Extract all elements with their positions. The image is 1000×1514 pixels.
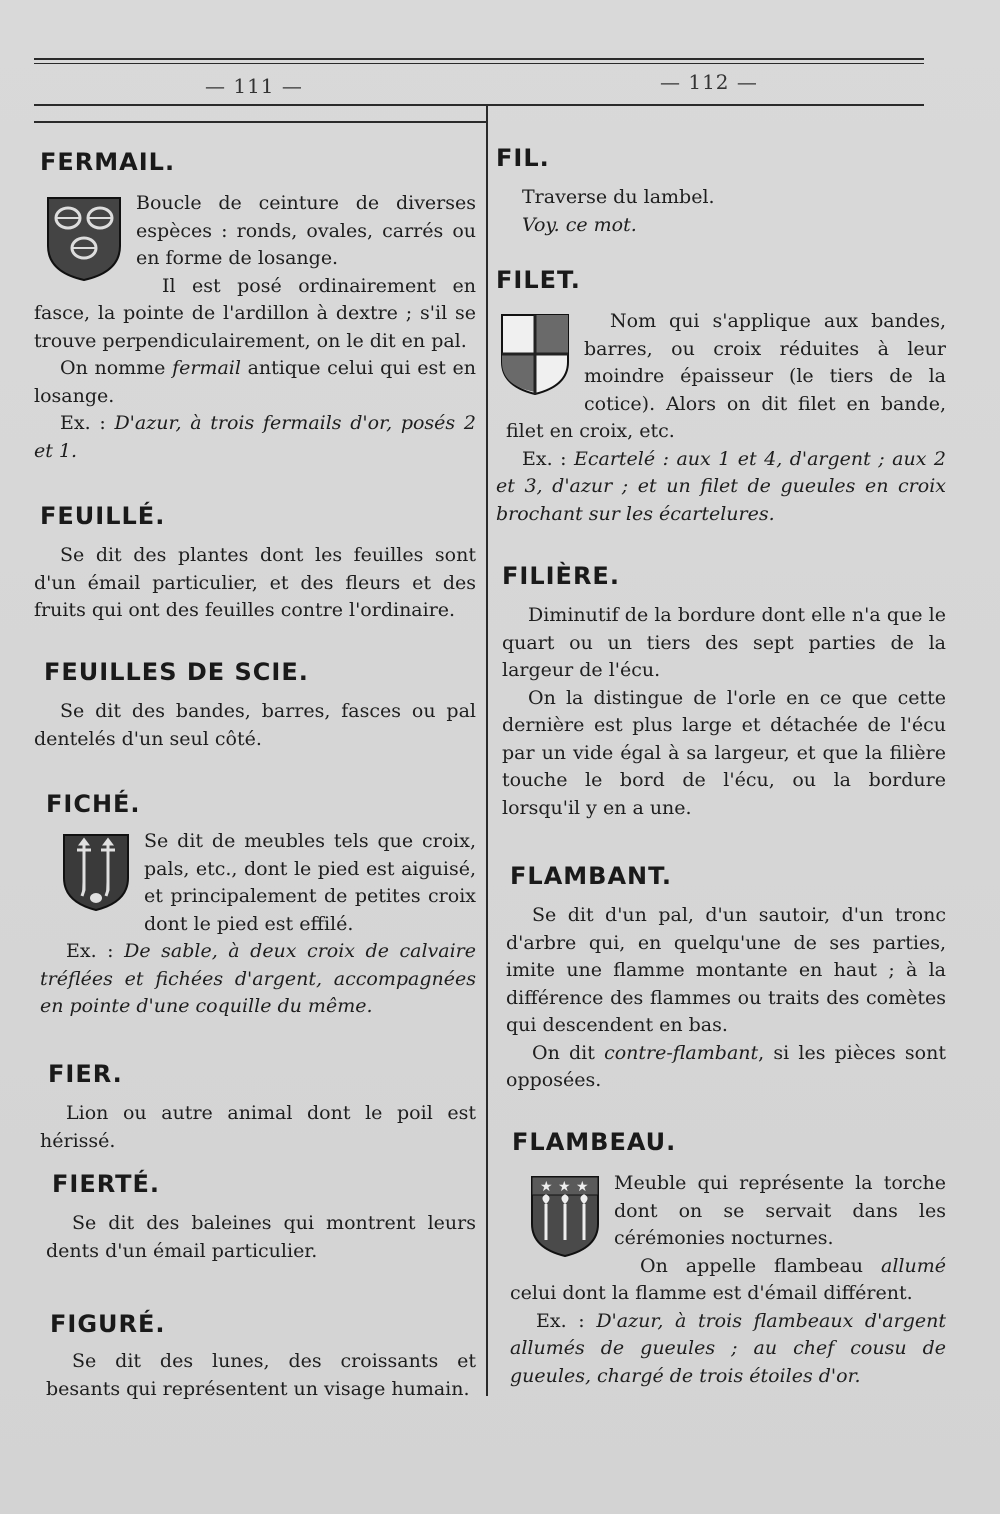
entry-title: FIERTÉ. [52, 1170, 161, 1198]
page-number-left: — 111 — [205, 74, 303, 98]
entry-fermail [34, 148, 476, 465]
svg-text:★: ★ [540, 1179, 553, 1195]
entry-text: Nom qui s'applique aux bandes, barres, ou croix réduites à leur moindre épaisseur (le tiers de la cotice). Alors on dit filet en bande, filet en croix, etc. [506, 310, 946, 442]
entry-figure [34, 1310, 476, 1403]
entry-title: FLAMBANT. [510, 862, 672, 890]
shield-quartered-cross-icon [500, 312, 570, 396]
svg-text:★: ★ [576, 1179, 589, 1195]
entry-text: Se dit des bandes, barres, fasces ou pal dentelés d'un seul côté. [34, 700, 476, 750]
entry-fil [496, 144, 946, 239]
entry-title: FLAMBEAU. [512, 1128, 677, 1156]
column-divider [486, 106, 488, 1396]
entry-title: FICHÉ. [46, 790, 141, 818]
shield-three-fermails-icon [46, 194, 122, 282]
entry-title: FIER. [48, 1060, 123, 1088]
entry-text: On la distingue de l'orle en ce que cette dernière est plus large et détachée de l'écu par un vide égal à sa largeur, et que la filière touche le bord de l'écu, ou la bordure lorsqu'il y en a une. [502, 686, 946, 819]
entry-text: Boucle de ceinture de diverses espèces : ronds, ovales, carrés ou en forme de losange. [136, 192, 476, 269]
entry-feuilles-de-scie [34, 658, 476, 753]
entry-filiere [496, 562, 946, 822]
entry-text: Se dit des plantes dont les feuilles sont d'un émail particulier, et des fleurs et des fruits qui ont des feuilles contre l'ordinaire. [34, 544, 476, 621]
entry-text: Diminutif de la bordure dont elle n'a que le quart ou un tiers des sept parties de la largeur de l'écu. [502, 604, 946, 681]
entry-title: FILIÈRE. [502, 562, 620, 590]
entry-text: Lion ou autre animal dont le poil est hérissé. [40, 1102, 476, 1152]
entry-text: Se dit des baleines qui montrent leurs dents d'un émail particulier. [46, 1212, 476, 1262]
shield-two-crosses-icon [62, 832, 130, 912]
entry-text: Il est posé ordinairement en fasce, la pointe de l'ardillon à dextre ; s'il se trouve perpendiculairement, on le dit en pal. [34, 274, 476, 352]
entry-text: Se dit d'un pal, d'un sautoir, d'un tronc d'arbre qui, en quelqu'une de ses parties, imite une flamme montante en haut ; à la différence des flammes ou traits des comètes qui descendent en bas. [506, 904, 946, 1036]
top-rule-thin [34, 63, 924, 64]
entry-example: Ex. : D'azur, à trois flambeaux d'argent allumés de gueules ; au chef cousu de gueules, chargé de trois étoiles d'or. [510, 1309, 946, 1387]
entry-reference: Voy. ce mot. [522, 213, 637, 236]
top-rule [34, 58, 924, 60]
entry-text: Traverse du lambel. [522, 186, 715, 208]
entry-title: FILET. [496, 266, 581, 294]
entry-title: FERMAIL. [40, 148, 176, 176]
page-number-right: — 112 — [660, 70, 758, 94]
entry-fierte [34, 1170, 476, 1265]
header-rule-left [34, 121, 486, 123]
entry-text: On dit contre-flambant, si les pièces sont opposées. [506, 1041, 946, 1091]
entry-feuille [34, 502, 476, 625]
shield-three-torches-icon [530, 1174, 600, 1258]
entry-text: Se dit des lunes, des croissants et besants qui représentent un visage humain. [46, 1350, 476, 1400]
entry-title: FEUILLES DE SCIE. [44, 658, 309, 686]
entry-title: FIGURÉ. [50, 1310, 166, 1338]
svg-text:★: ★ [558, 1179, 571, 1195]
entry-title: FIL. [496, 144, 550, 172]
entry-text: Se dit de meubles tels que croix, pals, etc., dont le pied est aiguisé, et principalement de petites croix dont le pied est effilé. [144, 830, 476, 935]
header-rule [34, 104, 924, 106]
entry-filet [496, 266, 946, 528]
entry-example: Ex. : Ecartelé : aux 1 et 4, d'argent ; aux 2 et 3, d'azur ; et un filet de gueules en croix brochant sur les écartelures. [496, 447, 946, 525]
entry-fiche [34, 790, 476, 1021]
entry-example: Ex. : De sable, à deux croix de calvaire tréflées et fichées d'argent, accompagnées en pointe d'une coquille du même. [40, 940, 476, 1017]
entry-text: On appelle flambeau allumé celui dont la flamme est d'émail différent. [510, 1254, 946, 1304]
entry-fier [34, 1060, 476, 1155]
entry-title: FEUILLÉ. [40, 502, 166, 530]
entry-flambant [496, 862, 946, 1095]
entry-text: On nomme fermail antique celui qui est en losange. [34, 357, 476, 407]
entry-flambeau [496, 1128, 946, 1390]
entry-example: Ex. : D'azur, à trois fermails d'or, posés 2 et 1. [34, 412, 476, 462]
entry-text: Meuble qui représente la torche dont on se servait dans les cérémonies nocturnes. [614, 1172, 946, 1249]
